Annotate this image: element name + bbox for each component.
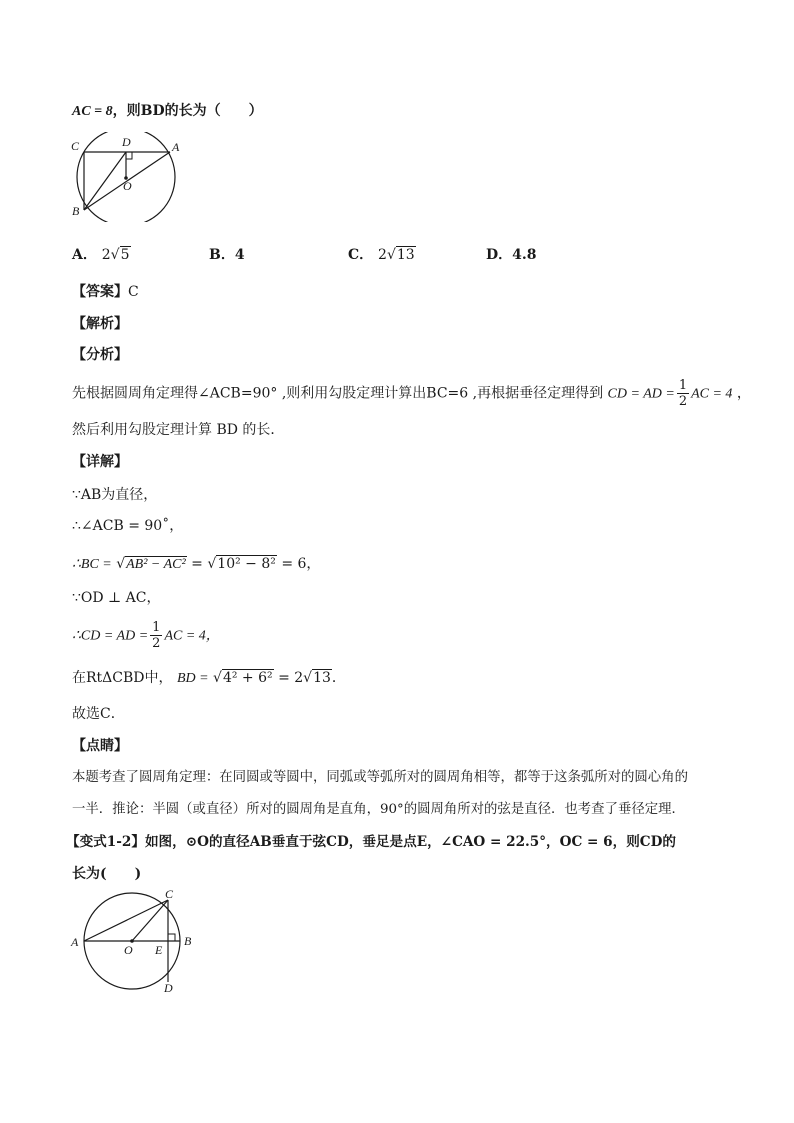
step-6-end: ．: [331, 670, 346, 686]
step-5: [72, 620, 220, 652]
fenxi-frac-den: 2: [678, 394, 688, 409]
option-d-letter: D．: [486, 247, 513, 263]
q2-label-b: B: [184, 934, 192, 948]
option-c-letter: C．: [348, 247, 374, 263]
step-3-radicand-2: 10² − 8²: [217, 556, 276, 572]
q2-label-a: A: [71, 935, 79, 949]
answer-tag: 【答案】: [72, 284, 128, 300]
option-b-letter: B．: [209, 247, 235, 263]
step-6-intro: 在RtΔCBD中，: [72, 670, 173, 686]
step-1: ∵AB为直径，: [72, 487, 158, 503]
step-5-frac-num: 1: [152, 620, 161, 635]
step-3-eq: =: [191, 556, 203, 572]
dianjing-tag: 【点睛】: [72, 738, 128, 754]
option-c-radicand: 13: [396, 247, 415, 263]
q1-stem-text: ，则BD的长为（ ）: [112, 103, 263, 119]
q2-stem-line-2: 长为( ): [72, 866, 142, 882]
step-5-cd: ∴CD = AD =: [72, 628, 149, 644]
q2-label-c: C: [165, 887, 174, 901]
option-d-value: 4.8: [512, 247, 537, 263]
dianjing-line-2: 一半．推论：半圆（或直径）所对的圆周角是直角，90°的圆周角所对的弦是直径．也考查了垂径定理．: [72, 802, 685, 817]
fenxi-tail: ，: [736, 385, 751, 402]
fenxi-text-1: 先根据圆周角定理得∠ACB=90° ,则利用勾股定理计算出BC=6 ,再根据垂径定理得到: [72, 385, 604, 402]
step-5-result: AC = 4，: [164, 628, 220, 644]
q1-label-a: A: [172, 140, 180, 154]
q1-stem: [72, 101, 263, 122]
option-a-letter: A．: [72, 247, 97, 263]
fenxi-fraction: [677, 378, 689, 409]
q2-stem-line-1: [66, 832, 676, 852]
step-7: 故选C．: [72, 706, 125, 722]
fenxi-tag: 【分析】: [72, 347, 128, 363]
option-a-coef: 2: [101, 247, 111, 263]
q1-option-b: [209, 244, 245, 264]
fenxi-line-1: [72, 378, 751, 410]
q2-segment-ac: [84, 900, 168, 941]
option-a-radicand: 5: [120, 247, 130, 263]
q1-right-angle-mark: [126, 152, 132, 159]
q1-circle-figure: [66, 132, 186, 222]
q1-stem-math: AC = 8: [72, 104, 113, 119]
q1-option-d: [486, 244, 537, 264]
q2-label-d: D: [164, 981, 173, 995]
step-5-frac-den: 2: [152, 636, 161, 651]
q2-right-angle-mark: [168, 934, 175, 941]
step-6-radicand-2: 13: [313, 670, 331, 686]
step-5-fraction: [150, 620, 162, 651]
detail-tag: 【详解】: [72, 454, 128, 470]
q1-label-d: D: [122, 135, 131, 149]
analysis-tag: 【解析】: [72, 316, 128, 332]
q1-segment-bd: [84, 152, 126, 210]
option-b-value: 4: [234, 247, 245, 263]
q1-label-o: O: [123, 179, 132, 193]
fenxi-frac-num: 1: [678, 378, 688, 393]
answer-value: C: [128, 284, 139, 300]
q2-circle-figure: [66, 886, 206, 996]
q1-label-b: B: [72, 204, 80, 218]
step-2: ∴∠ACB = 90˚，: [72, 518, 184, 534]
q2-tag: 【变式1-2】: [66, 834, 145, 850]
step-6-bd: BD =: [176, 671, 209, 686]
q2-stem-text-1: 如图，⊙O的直径AB垂直于弦CD，垂足是点E，∠CAO = 22.5°，OC = 6，则CD的: [144, 834, 676, 850]
q1-label-c: C: [71, 139, 80, 153]
step-6-radicand: 4² + 6²: [222, 670, 273, 686]
step-3: ∴BC = √AB² − AC² = √10² − 8² = 6，: [72, 556, 321, 572]
step-3-result: = 6，: [281, 556, 321, 572]
fenxi-line-2: 然后利用勾股定理计算 BD 的长．: [72, 422, 285, 438]
answer-line: [72, 282, 139, 302]
step-6-eq: = 2: [278, 670, 304, 686]
dianjing-line-1: 本题考查了圆周角定理：在同圆或等圆中，同弧或等弧所对的圆周角相等，都等于这条弧所对的圆心角的: [72, 770, 688, 785]
fenxi-ac: AC = 4: [691, 386, 733, 402]
q1-option-c: C． 2√13: [348, 247, 415, 263]
step-3-bc: ∴BC =: [72, 557, 112, 572]
step-3-radicand-1: AB² − AC²: [126, 557, 186, 572]
step-6: 在RtΔCBD中， BD = √4² + 6² = 2√13．: [72, 670, 346, 686]
fenxi-cd: CD = AD =: [607, 386, 675, 402]
step-4: ∵OD ⊥ AC，: [72, 590, 161, 606]
q2-label-o: O: [124, 943, 133, 957]
q2-segment-oc: [132, 900, 168, 941]
q2-label-e: E: [155, 943, 163, 957]
option-c-coef: 2: [378, 247, 387, 263]
q1-option-a: A． 2√5: [72, 247, 130, 263]
